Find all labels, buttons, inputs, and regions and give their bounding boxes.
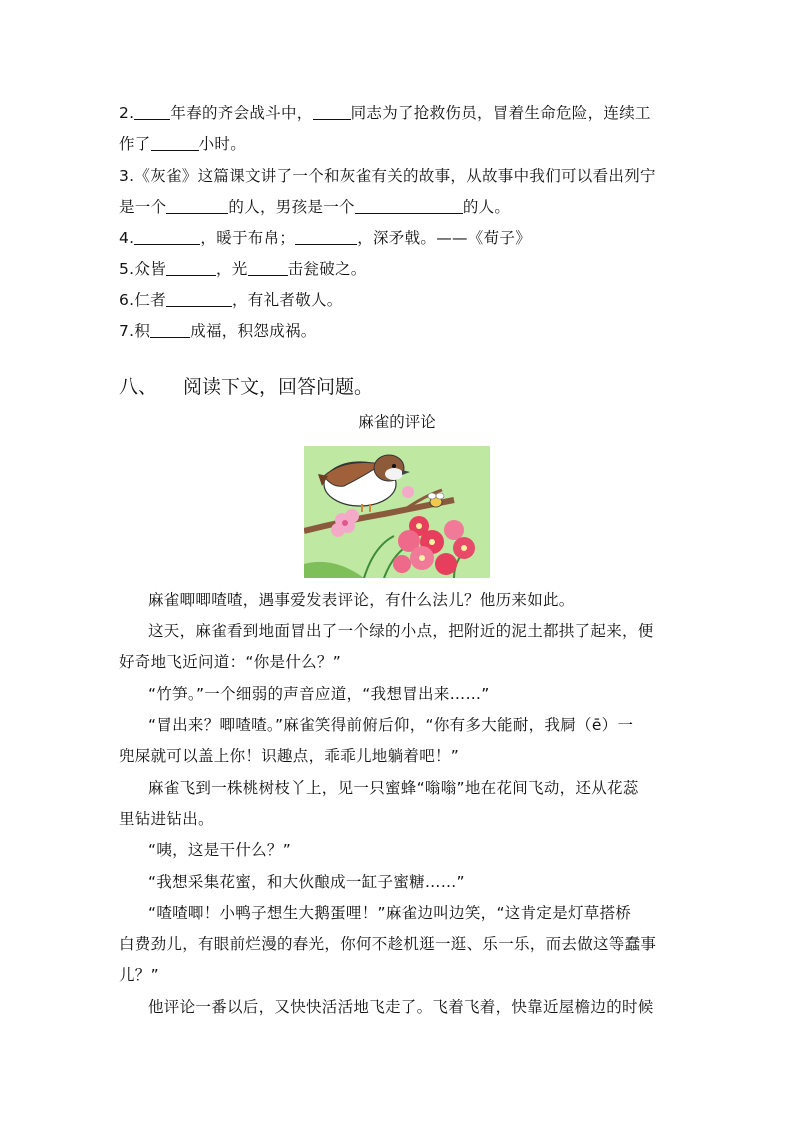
question-3-line-2: 是一个 的人，男孩是一个 的人。 bbox=[119, 198, 511, 216]
question-2-line-2: 作了 小时。 bbox=[119, 135, 247, 153]
blank[interactable] bbox=[151, 135, 199, 151]
blank[interactable] bbox=[134, 229, 200, 245]
blank[interactable] bbox=[134, 104, 170, 120]
question-5: 5.众皆 ，光 击瓮破之。 bbox=[119, 260, 367, 278]
blank[interactable] bbox=[248, 260, 288, 276]
paragraph-line: 白费劲儿，有眼前烂漫的春光，你何不趁机逛一逛、乐一乐，而去做这等蠢事 bbox=[119, 935, 657, 953]
question-4: 4. ，暖于布帛； ，深矛戟。——《荀子》 bbox=[119, 229, 532, 247]
paragraph-line: 麻雀唧唧喳喳，遇事爱发表评论，有什么法儿？他历来如此。 bbox=[148, 591, 575, 609]
blank[interactable] bbox=[295, 229, 357, 245]
paragraph-line: 好奇地飞近问道：“你是什么？” bbox=[119, 653, 342, 671]
sparrow-illustration bbox=[304, 446, 490, 578]
question-4-number: 4. bbox=[119, 229, 135, 247]
paragraph-line: “咦，这是干什么？” bbox=[148, 841, 292, 859]
paragraph-line: 兜屎就可以盖上你！识趣点，乖乖儿地躺着吧！” bbox=[119, 747, 460, 765]
question-3-line-1: 3.《灰雀》这篇课文讲了一个和灰雀有关的故事，从故事中我们可以看出列宁 bbox=[119, 167, 656, 185]
paragraph-line: “我想采集花蜜，和大伙酿成一缸子蜜糖……” bbox=[148, 873, 465, 891]
blank[interactable] bbox=[166, 291, 232, 307]
article-title: 麻雀的评论 bbox=[358, 413, 436, 431]
blank[interactable] bbox=[166, 260, 216, 276]
paragraph-line: “冒出来？唧喳喳。”麻雀笑得前俯后仰，“你有多大能耐，我屙（ē）一 bbox=[148, 716, 634, 734]
paragraph-line: 麻雀飞到一株桃树枝丫上，见一只蜜蜂“嗡嗡”地在花间飞动，还从花蕊 bbox=[148, 779, 639, 797]
section-text: 阅读下文，回答问题。 bbox=[183, 376, 374, 398]
paragraph-line: “竹笋。”一个细弱的声音应道，“我想冒出来……” bbox=[148, 685, 490, 703]
blank[interactable] bbox=[150, 322, 190, 338]
paragraph-line: 他评论一番以后，又快快活活地飞走了。飞着飞着，快靠近屋檐边的时候 bbox=[148, 998, 654, 1016]
paragraph-line: 这天，麻雀看到地面冒出了一个绿的小点，把附近的泥土都拱了起来，便 bbox=[148, 622, 654, 640]
paragraph-line: 里钻进钻出。 bbox=[119, 810, 214, 828]
section-heading bbox=[119, 375, 373, 399]
paragraph-line: “喳喳唧！小鸭子想生大鹅蛋哩！”麻雀边叫边笑，“这肯定是灯草搭桥 bbox=[148, 904, 632, 922]
blank[interactable] bbox=[355, 198, 463, 214]
question-2-line-1: 2. 年春的齐会战斗中， 同志为了抢救伤员，冒着生命危险，连续工 bbox=[119, 104, 651, 122]
question-6: 6.仁者 ，有礼者敬人。 bbox=[119, 291, 343, 309]
paragraph-line: 儿？” bbox=[119, 966, 159, 984]
question-2-number: 2. bbox=[119, 104, 135, 122]
blank[interactable] bbox=[313, 104, 351, 120]
blank[interactable] bbox=[166, 198, 228, 214]
question-7: 7.积 成福，积怨成祸。 bbox=[119, 322, 317, 340]
section-number: 八、 bbox=[119, 376, 158, 398]
